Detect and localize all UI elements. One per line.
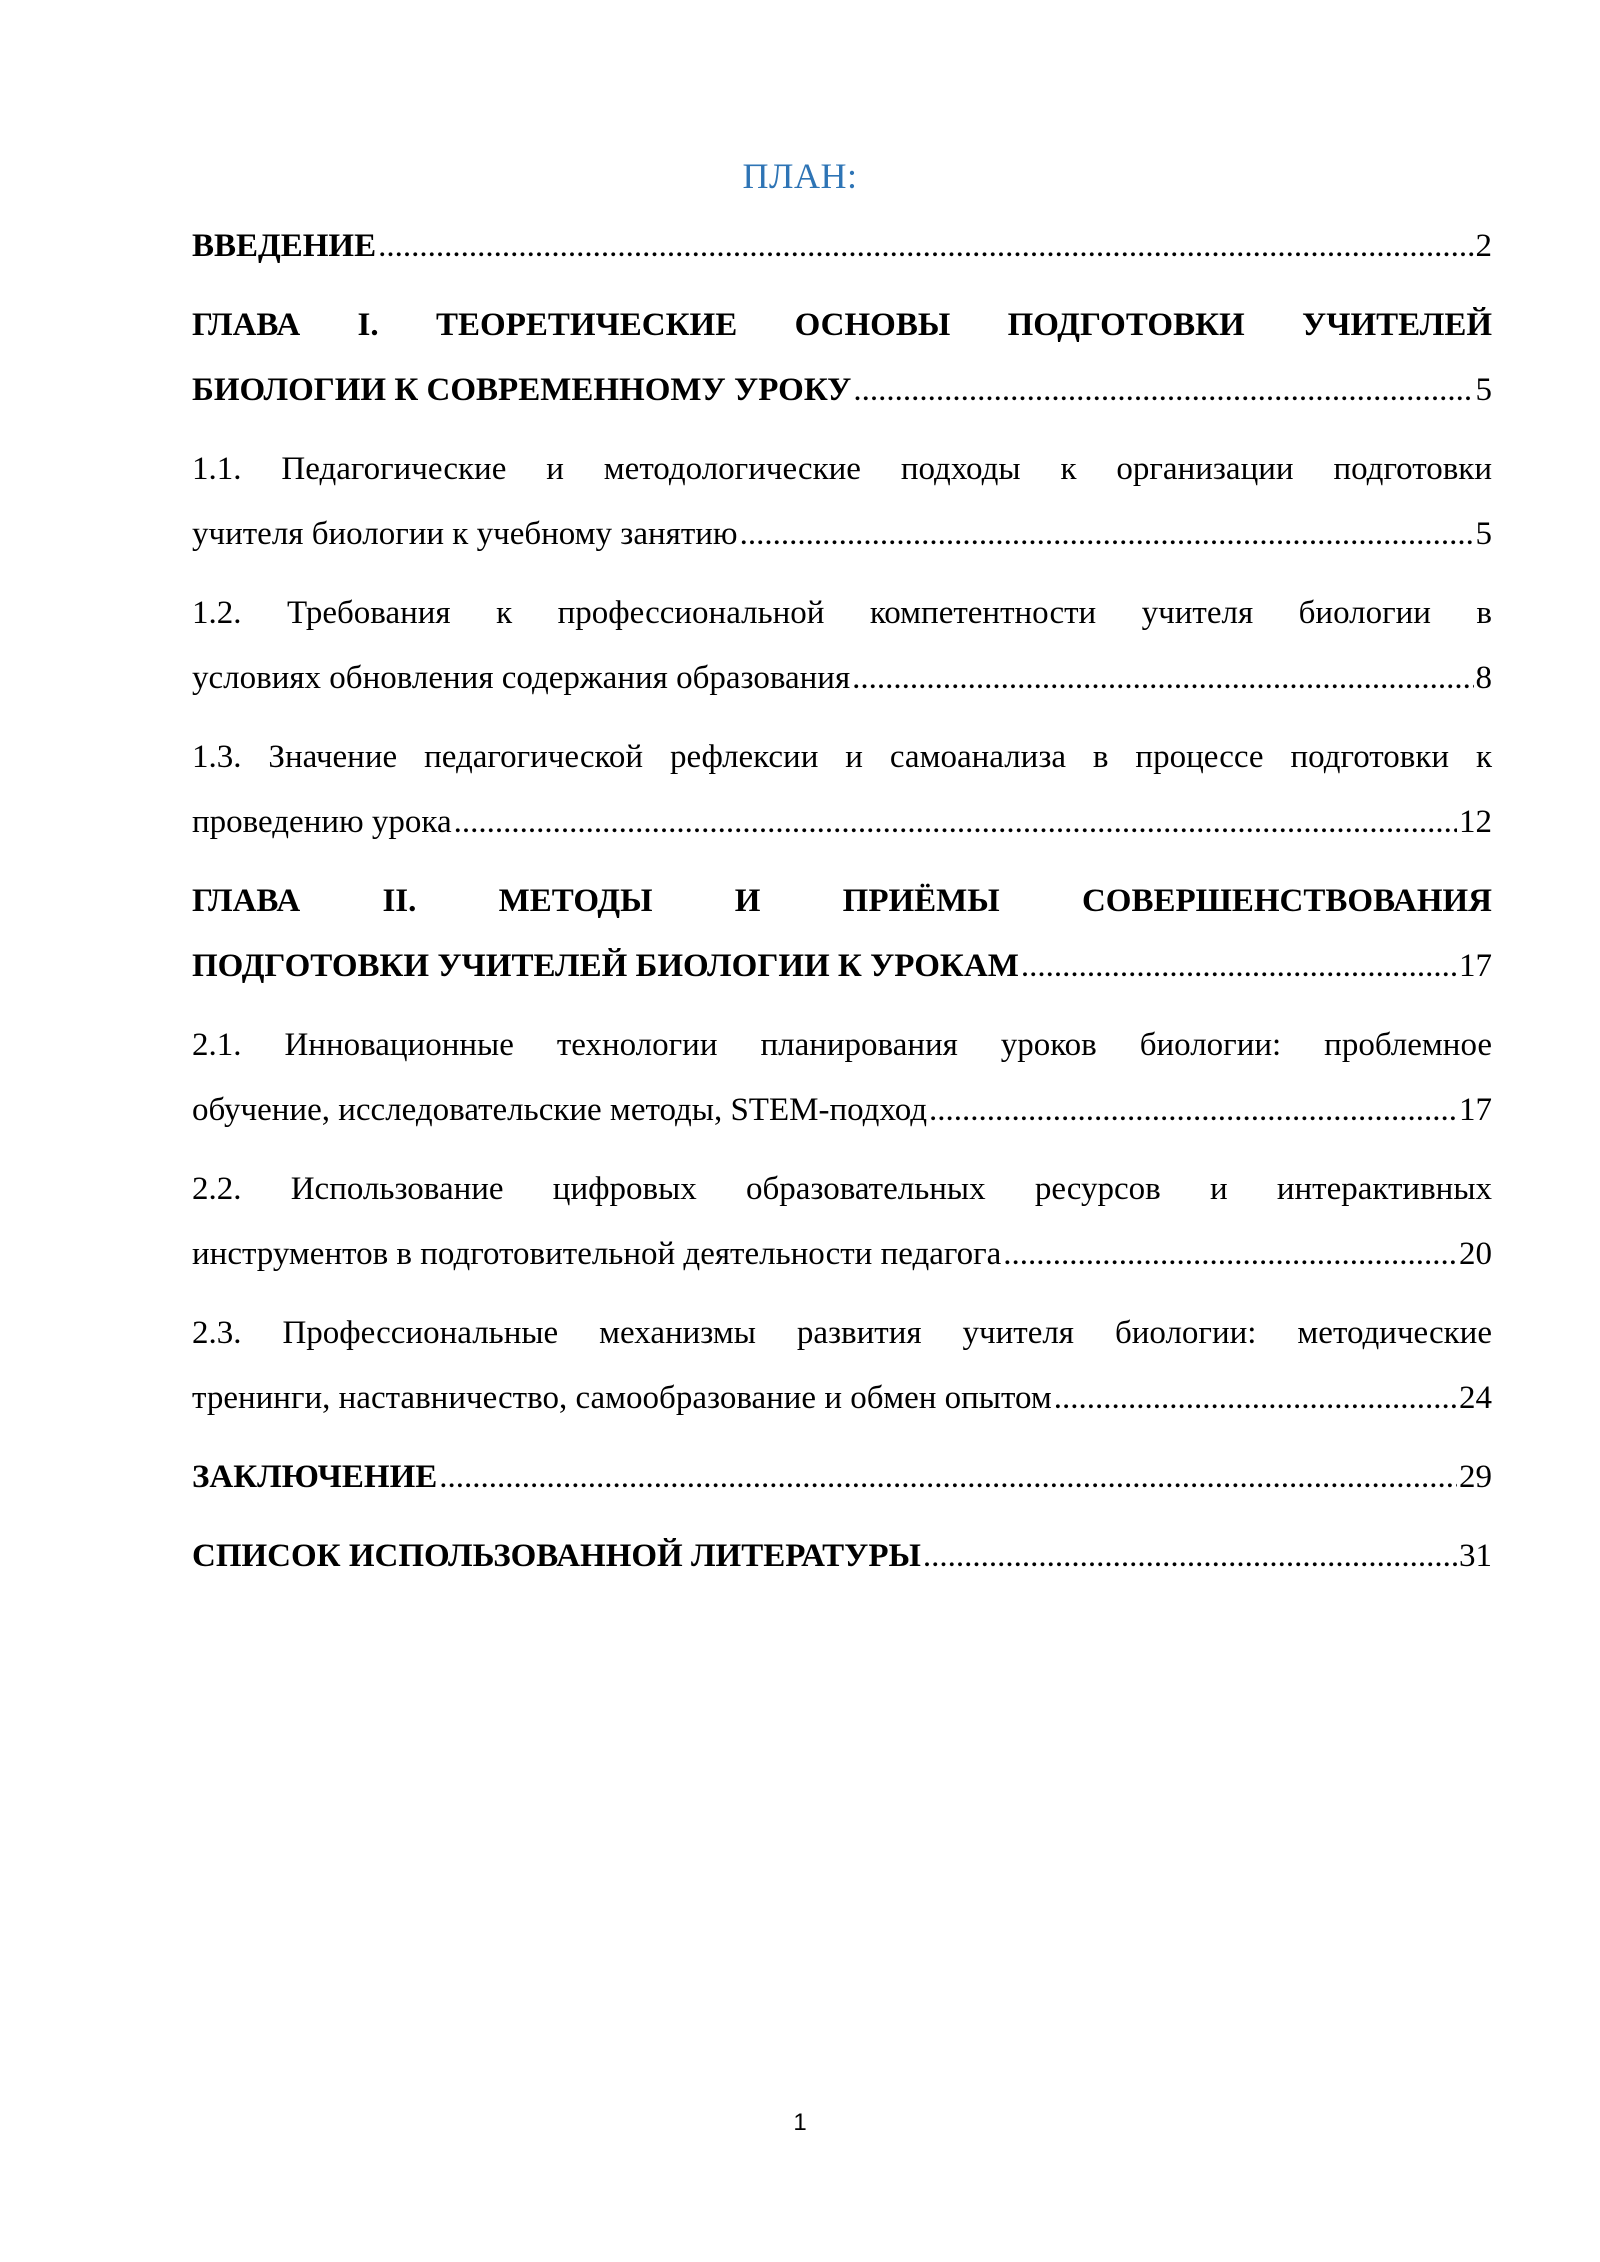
toc-entry-title-line: 1.3. Значение педагогической рефлексии и самоанализа в процессе подготовки к <box>192 739 1492 775</box>
toc-entry-title-line: 2.1. Инновационные технологии планирования уроков биологии: проблемное <box>192 1027 1492 1063</box>
toc-entry-line <box>192 1366 1492 1431</box>
toc-page-number: 31 <box>1459 1538 1492 1574</box>
toc-page-number: 12 <box>1459 804 1492 840</box>
dot-leader <box>439 1445 1457 1510</box>
dot-leader <box>1054 1366 1457 1431</box>
toc-entry-title: БИОЛОГИИ К СОВРЕМЕННОМУ УРОКУ <box>192 372 852 408</box>
toc-entry-title: ВВЕДЕНИЕ <box>192 228 377 264</box>
dot-leader <box>923 1524 1457 1589</box>
toc-entry-section-1-1[interactable] <box>192 437 1492 567</box>
toc-entry-title: ЗАКЛЮЧЕНИЕ <box>192 1459 438 1495</box>
toc-entry-line <box>192 358 1492 423</box>
toc-entry-title-line: 2.2. Использование цифровых образовательных ресурсов и интерактивных <box>192 1171 1492 1207</box>
toc-entry-title-line: ГЛАВА II. МЕТОДЫ И ПРИЁМЫ СОВЕРШЕНСТВОВАНИЯ <box>192 883 1492 919</box>
dot-leader <box>378 214 1473 279</box>
toc-entry-introduction[interactable] <box>192 214 1492 279</box>
dot-leader <box>1003 1222 1457 1287</box>
toc-page-number: 29 <box>1459 1459 1492 1495</box>
toc-title: ПЛАН: <box>742 156 858 196</box>
toc-page-number: 20 <box>1459 1236 1492 1272</box>
dot-leader <box>853 358 1473 423</box>
toc-entry-bibliography[interactable] <box>192 1524 1492 1589</box>
toc-page-number: 5 <box>1475 516 1492 552</box>
dot-leader <box>1021 934 1457 999</box>
toc-entry-line <box>192 1222 1492 1287</box>
toc-entry-line <box>192 1524 1492 1589</box>
toc-entry-line <box>192 646 1492 711</box>
toc-entry-chapter-2[interactable] <box>192 869 1492 999</box>
toc-entry-title-line: 1.2. Требования к профессиональной компетентности учителя биологии в <box>192 595 1492 631</box>
toc-entry-section-1-3[interactable] <box>192 725 1492 855</box>
toc-entry-section-2-1[interactable] <box>192 1013 1492 1143</box>
toc-entry-conclusion[interactable] <box>192 1445 1492 1510</box>
page-number: 1 <box>793 2109 807 2136</box>
toc-entry-line <box>192 214 1492 279</box>
toc-entry-section-2-3[interactable] <box>192 1301 1492 1431</box>
table-of-contents <box>192 214 1492 1603</box>
toc-page-number: 17 <box>1459 1092 1492 1128</box>
dot-leader <box>929 1078 1457 1143</box>
toc-entry-title: инструментов в подготовительной деятельности педагога <box>192 1236 1002 1272</box>
toc-entry-title-line: 1.1. Педагогические и методологические подходы к организации подготовки <box>192 451 1492 487</box>
toc-page-number: 8 <box>1475 660 1492 696</box>
dot-leader <box>454 790 1457 855</box>
toc-entry-title: СПИСОК ИСПОЛЬЗОВАННОЙ ЛИТЕРАТУРЫ <box>192 1538 921 1574</box>
toc-entry-title: учителя биологии к учебному занятию <box>192 516 738 552</box>
toc-entry-chapter-1[interactable] <box>192 293 1492 423</box>
toc-entry-line <box>192 502 1492 567</box>
toc-entry-title: проведению урока <box>192 804 452 840</box>
toc-entry-title: обучение, исследовательские методы, STEM-подход <box>192 1092 928 1128</box>
dot-leader <box>740 502 1474 567</box>
toc-entry-section-2-2[interactable] <box>192 1157 1492 1287</box>
toc-entry-line <box>192 1445 1492 1510</box>
toc-entry-title-line: 2.3. Профессиональные механизмы развития учителя биологии: методические <box>192 1315 1492 1351</box>
toc-entry-title: ПОДГОТОВКИ УЧИТЕЛЕЙ БИОЛОГИИ К УРОКАМ <box>192 948 1019 984</box>
toc-entry-title: условиях обновления содержания образования <box>192 660 851 696</box>
toc-entry-title: тренинги, наставничество, самообразование и обмен опытом <box>192 1380 1052 1416</box>
toc-entry-line <box>192 1078 1492 1143</box>
toc-entry-line <box>192 790 1492 855</box>
toc-page-number: 2 <box>1475 228 1492 264</box>
toc-entry-section-1-2[interactable] <box>192 581 1492 711</box>
toc-entry-title-line: ГЛАВА I. ТЕОРЕТИЧЕСКИЕ ОСНОВЫ ПОДГОТОВКИ УЧИТЕЛЕЙ <box>192 307 1492 343</box>
toc-page-number: 5 <box>1475 372 1492 408</box>
toc-page-number: 17 <box>1459 948 1492 984</box>
toc-entry-line <box>192 934 1492 999</box>
dot-leader <box>852 646 1473 711</box>
toc-page-number: 24 <box>1459 1380 1492 1416</box>
